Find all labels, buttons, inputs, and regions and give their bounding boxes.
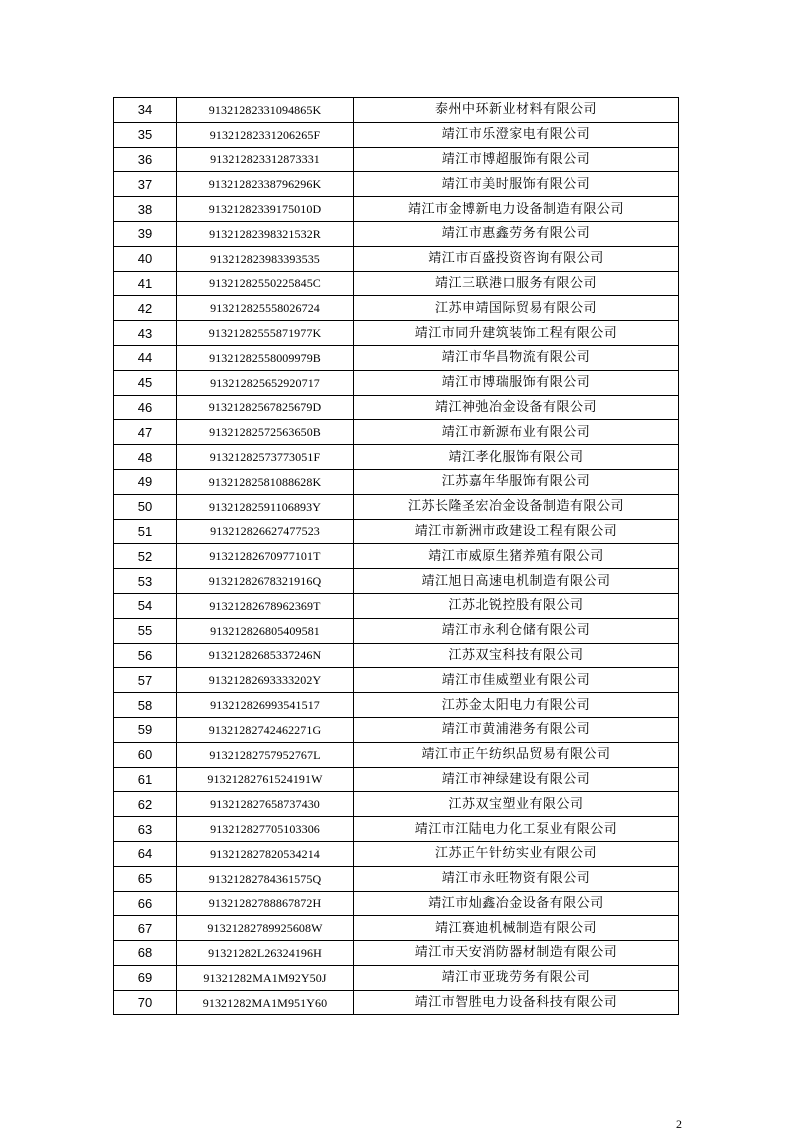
table-body xyxy=(114,98,679,1015)
company-name-cell: 靖江市百盛投资咨询有限公司 xyxy=(354,246,679,271)
table-row xyxy=(114,717,679,742)
company-name-cell: 靖江市灿鑫冶金设备有限公司 xyxy=(354,891,679,916)
table-row xyxy=(114,246,679,271)
table-row xyxy=(114,841,679,866)
table-row xyxy=(114,345,679,370)
company-name-cell: 靖江市神绿建设有限公司 xyxy=(354,767,679,792)
table-row xyxy=(114,990,679,1015)
row-number-cell: 40 xyxy=(114,246,177,271)
page-number: 2 xyxy=(676,1117,682,1131)
table-row xyxy=(114,693,679,718)
credit-code-cell: 91321282591106893Y xyxy=(177,494,354,519)
table-row xyxy=(114,941,679,966)
company-name-cell: 靖江市金博新电力设备制造有限公司 xyxy=(354,197,679,222)
company-name-cell: 靖江市乐澄家电有限公司 xyxy=(354,122,679,147)
row-number-cell: 70 xyxy=(114,990,177,1015)
credit-code-cell: 913212827705103306 xyxy=(177,817,354,842)
company-name-cell: 靖江市博超服饰有限公司 xyxy=(354,147,679,172)
company-name-cell: 江苏嘉年华服饰有限公司 xyxy=(354,469,679,494)
credit-code-cell: 91321282572563650B xyxy=(177,420,354,445)
row-number-cell: 53 xyxy=(114,569,177,594)
row-number-cell: 43 xyxy=(114,321,177,346)
company-name-cell: 靖江市佳威塑业有限公司 xyxy=(354,668,679,693)
company-name-cell: 靖江旭日高速电机制造有限公司 xyxy=(354,569,679,594)
credit-code-cell: 91321282757952767L xyxy=(177,742,354,767)
row-number-cell: 47 xyxy=(114,420,177,445)
table-row xyxy=(114,767,679,792)
credit-code-cell: 913212823983393535 xyxy=(177,246,354,271)
company-name-cell: 靖江市天安消防器材制造有限公司 xyxy=(354,941,679,966)
row-number-cell: 57 xyxy=(114,668,177,693)
credit-code-cell: 91321282685337246N xyxy=(177,643,354,668)
table-row xyxy=(114,519,679,544)
company-name-cell: 靖江赛迪机械制造有限公司 xyxy=(354,916,679,941)
company-name-cell: 江苏正午针纺实业有限公司 xyxy=(354,841,679,866)
table-row xyxy=(114,296,679,321)
company-name-cell: 靖江市威原生猪养殖有限公司 xyxy=(354,544,679,569)
company-name-cell: 江苏申靖国际贸易有限公司 xyxy=(354,296,679,321)
table-row xyxy=(114,593,679,618)
table-row xyxy=(114,569,679,594)
table-row xyxy=(114,221,679,246)
table-row xyxy=(114,321,679,346)
row-number-cell: 49 xyxy=(114,469,177,494)
row-number-cell: 69 xyxy=(114,965,177,990)
table-row xyxy=(114,866,679,891)
row-number-cell: 50 xyxy=(114,494,177,519)
credit-code-cell: 913212826627477523 xyxy=(177,519,354,544)
table-row xyxy=(114,172,679,197)
credit-code-cell: 913212827820534214 xyxy=(177,841,354,866)
row-number-cell: 62 xyxy=(114,792,177,817)
credit-code-cell: 91321282678321916Q xyxy=(177,569,354,594)
credit-code-cell: 913212826805409581 xyxy=(177,618,354,643)
credit-code-cell: 91321282693333202Y xyxy=(177,668,354,693)
table-row xyxy=(114,147,679,172)
company-name-cell: 泰州中环新业材料有限公司 xyxy=(354,98,679,123)
credit-code-cell: 913212825652920717 xyxy=(177,370,354,395)
table-row xyxy=(114,618,679,643)
table-row xyxy=(114,420,679,445)
credit-code-cell: 913212825558026724 xyxy=(177,296,354,321)
credit-code-cell: 91321282761524191W xyxy=(177,767,354,792)
row-number-cell: 45 xyxy=(114,370,177,395)
company-name-cell: 靖江市华昌物流有限公司 xyxy=(354,345,679,370)
credit-code-cell: 91321282788867872H xyxy=(177,891,354,916)
credit-code-cell: 91321282550225845C xyxy=(177,271,354,296)
company-name-cell: 靖江神弛冶金设备有限公司 xyxy=(354,395,679,420)
table-row xyxy=(114,817,679,842)
table-row xyxy=(114,668,679,693)
credit-code-cell: 91321282678962369T xyxy=(177,593,354,618)
company-name-cell: 靖江市新源布业有限公司 xyxy=(354,420,679,445)
row-number-cell: 66 xyxy=(114,891,177,916)
row-number-cell: 51 xyxy=(114,519,177,544)
table-row xyxy=(114,98,679,123)
company-table xyxy=(113,97,679,1015)
table-row xyxy=(114,469,679,494)
row-number-cell: 55 xyxy=(114,618,177,643)
company-name-cell: 靖江市智胜电力设备科技有限公司 xyxy=(354,990,679,1015)
row-number-cell: 65 xyxy=(114,866,177,891)
row-number-cell: 64 xyxy=(114,841,177,866)
row-number-cell: 46 xyxy=(114,395,177,420)
table-row xyxy=(114,643,679,668)
row-number-cell: 58 xyxy=(114,693,177,718)
credit-code-cell: 91321282567825679D xyxy=(177,395,354,420)
company-name-cell: 江苏双宝科技有限公司 xyxy=(354,643,679,668)
row-number-cell: 39 xyxy=(114,221,177,246)
table-row xyxy=(114,445,679,470)
table-row xyxy=(114,742,679,767)
credit-code-cell: 913212823312873331 xyxy=(177,147,354,172)
table-row xyxy=(114,965,679,990)
credit-code-cell: 91321282558009979B xyxy=(177,345,354,370)
company-name-cell: 靖江三联港口服务有限公司 xyxy=(354,271,679,296)
row-number-cell: 37 xyxy=(114,172,177,197)
row-number-cell: 56 xyxy=(114,643,177,668)
credit-code-cell: 91321282339175010D xyxy=(177,197,354,222)
credit-code-cell: 91321282670977101T xyxy=(177,544,354,569)
row-number-cell: 44 xyxy=(114,345,177,370)
row-number-cell: 34 xyxy=(114,98,177,123)
row-number-cell: 35 xyxy=(114,122,177,147)
credit-code-cell: 913212827658737430 xyxy=(177,792,354,817)
company-name-cell: 靖江市永旺物资有限公司 xyxy=(354,866,679,891)
credit-code-cell: 913212826993541517 xyxy=(177,693,354,718)
credit-code-cell: 91321282555871977K xyxy=(177,321,354,346)
company-name-cell: 靖江市同升建筑装饰工程有限公司 xyxy=(354,321,679,346)
row-number-cell: 48 xyxy=(114,445,177,470)
credit-code-cell: 91321282784361575Q xyxy=(177,866,354,891)
company-name-cell: 靖江市黄浦港务有限公司 xyxy=(354,717,679,742)
company-name-cell: 靖江市博瑞服饰有限公司 xyxy=(354,370,679,395)
table-row xyxy=(114,494,679,519)
row-number-cell: 63 xyxy=(114,817,177,842)
table-row xyxy=(114,891,679,916)
company-name-cell: 江苏双宝塑业有限公司 xyxy=(354,792,679,817)
row-number-cell: 38 xyxy=(114,197,177,222)
row-number-cell: 68 xyxy=(114,941,177,966)
row-number-cell: 54 xyxy=(114,593,177,618)
row-number-cell: 52 xyxy=(114,544,177,569)
row-number-cell: 42 xyxy=(114,296,177,321)
company-name-cell: 靖江孝化服饰有限公司 xyxy=(354,445,679,470)
credit-code-cell: 91321282742462271G xyxy=(177,717,354,742)
credit-code-cell: 91321282789925608W xyxy=(177,916,354,941)
table-row xyxy=(114,271,679,296)
row-number-cell: 41 xyxy=(114,271,177,296)
table-row xyxy=(114,395,679,420)
company-name-cell: 靖江市惠鑫劳务有限公司 xyxy=(354,221,679,246)
row-number-cell: 60 xyxy=(114,742,177,767)
credit-code-cell: 91321282331206265F xyxy=(177,122,354,147)
table-row xyxy=(114,916,679,941)
company-name-cell: 靖江市永利仓储有限公司 xyxy=(354,618,679,643)
row-number-cell: 36 xyxy=(114,147,177,172)
table-row xyxy=(114,792,679,817)
credit-code-cell: 91321282398321532R xyxy=(177,221,354,246)
row-number-cell: 61 xyxy=(114,767,177,792)
credit-code-cell: 91321282573773051F xyxy=(177,445,354,470)
company-name-cell: 江苏长隆圣宏冶金设备制造有限公司 xyxy=(354,494,679,519)
credit-code-cell: 91321282581088628K xyxy=(177,469,354,494)
credit-code-cell: 91321282MA1M951Y60 xyxy=(177,990,354,1015)
credit-code-cell: 91321282331094865K xyxy=(177,98,354,123)
credit-code-cell: 91321282L26324196H xyxy=(177,941,354,966)
company-name-cell: 靖江市亚珑劳务有限公司 xyxy=(354,965,679,990)
company-name-cell: 江苏金太阳电力有限公司 xyxy=(354,693,679,718)
table-row xyxy=(114,544,679,569)
table-row xyxy=(114,197,679,222)
company-name-cell: 靖江市江陆电力化工泵业有限公司 xyxy=(354,817,679,842)
company-name-cell: 靖江市新洲市政建设工程有限公司 xyxy=(354,519,679,544)
table-row xyxy=(114,122,679,147)
credit-code-cell: 91321282MA1M92Y50J xyxy=(177,965,354,990)
table-row xyxy=(114,370,679,395)
row-number-cell: 59 xyxy=(114,717,177,742)
company-name-cell: 靖江市美时服饰有限公司 xyxy=(354,172,679,197)
company-name-cell: 江苏北锐控股有限公司 xyxy=(354,593,679,618)
row-number-cell: 67 xyxy=(114,916,177,941)
credit-code-cell: 91321282338796296K xyxy=(177,172,354,197)
company-name-cell: 靖江市正午纺织品贸易有限公司 xyxy=(354,742,679,767)
